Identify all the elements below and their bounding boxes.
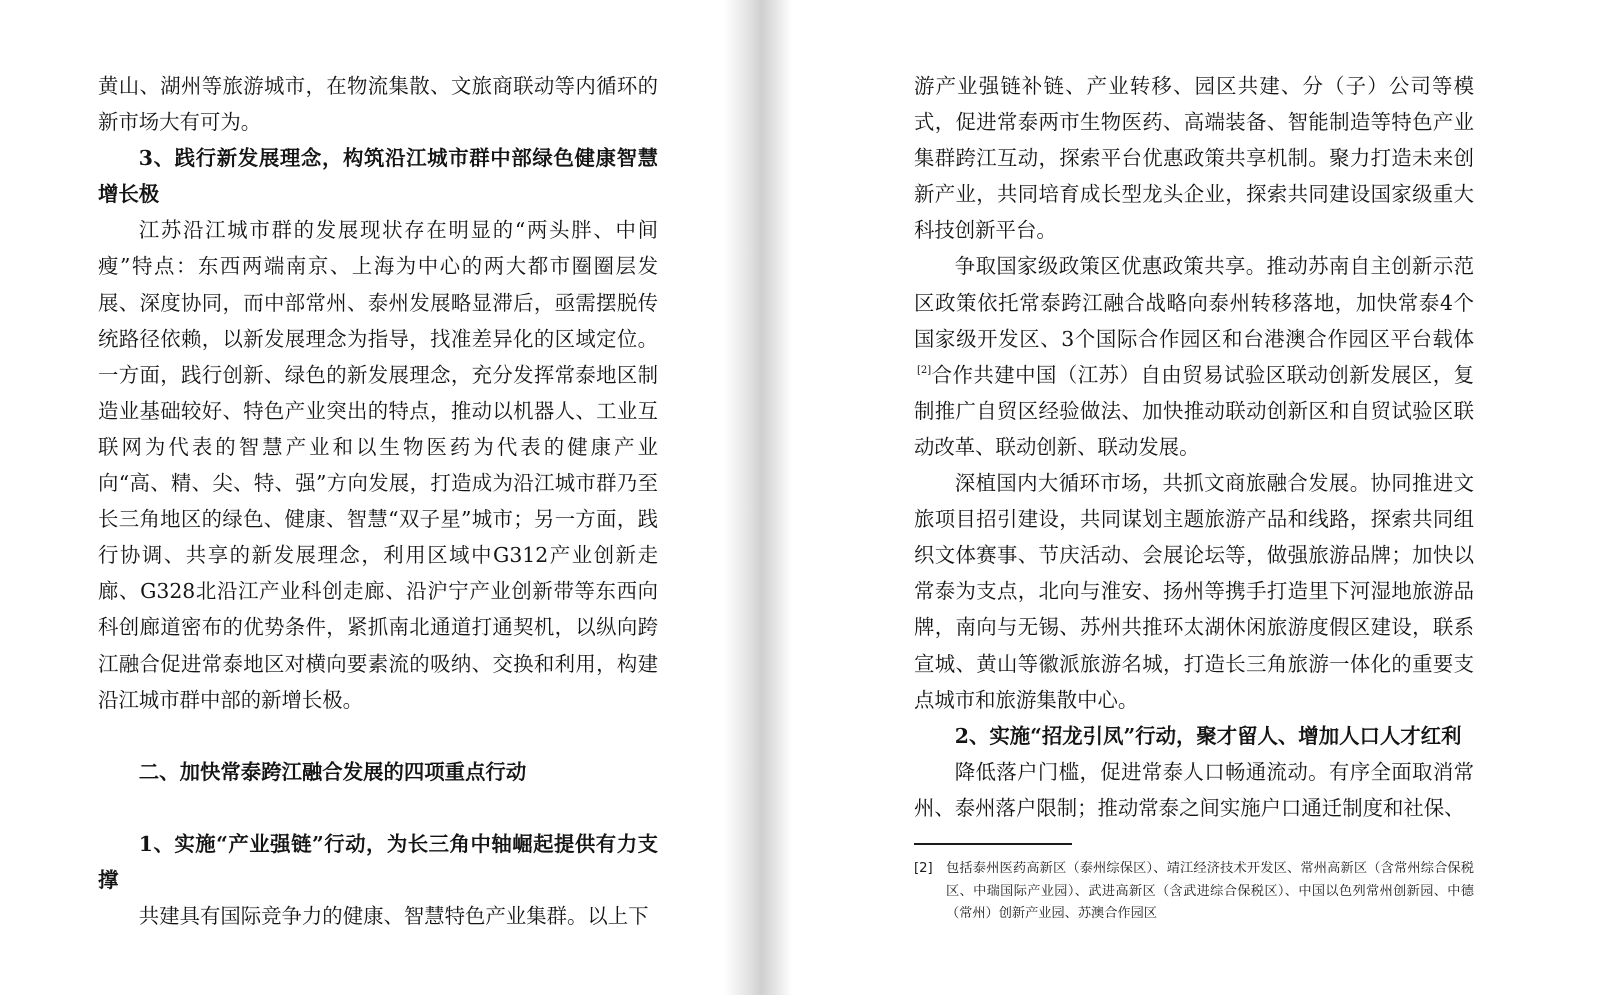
paragraph: 黄山、湖州等旅游城市，在物流集散、文旅商联动等内循环的新市场大有可为。	[98, 74, 658, 135]
footnote	[914, 858, 1474, 926]
paragraph: 深植国内大循环市场，共抓文商旅融合发展。协同推进文旅项目招引建设，共同谋划主题旅游产品和线路，探索共同组织文体赛事、节庆活动、会展论坛等，做强旅游品牌；加快以常泰为支点，北向与淮安、扬州等携手打造里下河湿地旅游品牌，南向与无锡、苏州共推环太湖休闲旅游度假区建设，联系宣城、黄山等徽派旅游名城，打造长三角旅游一体化的重要支点城市和旅游集散中心。	[914, 471, 1474, 712]
spacer	[98, 718, 658, 754]
left-page	[0, 0, 724, 995]
paragraph-text: 合作共建中国（江苏）自由贸易试验区联动创新发展区，复制推广自贸区经验做法、加快推动联动创新区和自贸试验区联动改革、联动创新、联动发展。	[914, 362, 1474, 459]
paragraph: 江苏沿江城市群的发展现状存在明显的“两头胖、中间瘦”特点：东西两端南京、上海为中心的两大都市圈圈层发展、深度协同，而中部常州、泰州发展略显滞后，亟需摆脱传统路径依赖，以新发展理念为指导，找准差异化的区域定位。一方面，践行创新、绿色的新发展理念，充分发挥常泰地区制造业基础较好、特色产业突出的特点，推动以机器人、工业互联网为代表的智慧产业和以生物医药为代表的健康产业向“高、精、尖、特、强”方向发展，打造成为沿江城市群乃至长三角地区的绿色、健康、智慧“双子星”城市；另一方面，践行协调、共享的新发展理念，利用区域中G312产业创新走廊、G328北沿江产业科创走廊、沿沪宁产业创新带等东西向科创廊道密布的优势条件，紧抓南北通道打通契机，以纵向跨江融合促进常泰地区对横向要素流的吸纳、交换和利用，构建沿江城市群中部的新增长极。	[98, 218, 658, 712]
subsection-heading-2: 2、实施“招龙引凤”行动，聚才留人、增加人口人才红利	[954, 723, 1462, 748]
right-page-body	[914, 68, 1474, 826]
footnote-divider	[914, 843, 1072, 845]
left-page-body	[98, 68, 658, 934]
spacer	[98, 790, 658, 826]
footnote-reference[interactable]: [2]	[917, 364, 932, 376]
paragraph: 降低落户门槛，促进常泰人口畅通流动。有序全面取消常州、泰州落户限制；推动常泰之间实施户口通迁制度和社保、	[914, 759, 1474, 820]
subsection-heading-1: 1、实施“产业强链”行动，为长三角中轴崛起提供有力支撑	[98, 831, 658, 892]
subsection-heading-3: 3、践行新发展理念，构筑沿江城市群中部绿色健康智慧增长极	[98, 146, 658, 207]
footnote-text: 包括泰州医药高新区（泰州综保区）、靖江经济技术开发区、常州高新区（含常州综合保税区、中瑞国际产业园）、武进高新区（含武进综合保税区）、中国以色列常州创新园、中德（常州）创新产业园、苏澳合作园区	[946, 861, 1474, 921]
paragraph: 游产业强链补链、产业转移、园区共建、分（子）公司等模式，促进常泰两市生物医药、高端装备、智能制造等特色产业集群跨江互动，探索平台优惠政策共享机制。聚力打造未来创新产业，共同培育成长型龙头企业，探索共同建设国家级重大科技创新平台。	[914, 74, 1474, 243]
footnote-mark: [2]	[914, 861, 933, 876]
section-heading-2: 二、加快常泰跨江融合发展的四项重点行动	[138, 759, 527, 784]
paragraph: 共建具有国际竞争力的健康、智慧特色产业集群。以上下	[138, 903, 649, 928]
paragraph-with-footnote-ref	[914, 248, 1474, 465]
paragraph-text: 争取国家级政策区优惠政策共享。推动苏南自主创新示范区政策依托常泰跨江融合战略向泰州转移落地，加快常泰4个国家级开发区、3个国际合作园区和台港澳合作园区平台载体	[914, 254, 1474, 351]
right-page	[792, 0, 1600, 995]
page-gutter	[724, 0, 792, 995]
